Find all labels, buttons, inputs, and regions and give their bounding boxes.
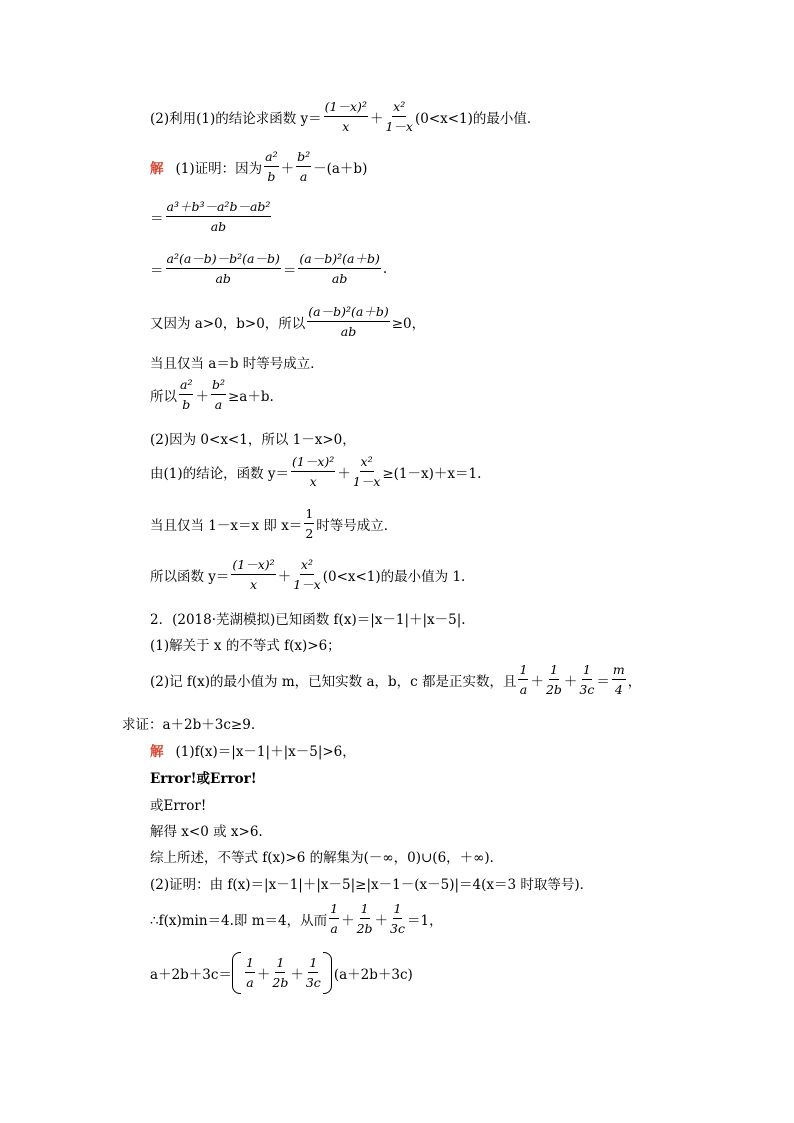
fraction <box>291 455 335 489</box>
denominator: x <box>250 576 258 592</box>
text: (2)记 f(x)的最小值为 m，已知实数 a，b，c 都是正实数，且 <box>150 673 517 690</box>
denominator: 1－x <box>352 473 381 489</box>
fraction <box>245 956 255 990</box>
right-paren <box>323 952 332 994</box>
solution-line-3 <box>150 252 387 286</box>
left-paren <box>232 952 241 994</box>
fraction <box>324 100 368 134</box>
plus: ＋ <box>369 110 384 127</box>
question-2-line-2 <box>150 634 341 654</box>
denominator: 2b <box>545 681 562 697</box>
plus: ＋ <box>341 912 355 929</box>
numerator: (1－x)² <box>324 100 368 117</box>
question-2-line-4 <box>122 713 255 733</box>
text: (1)f(x)＝|x－1|＋|x－5|>6， <box>175 744 356 760</box>
numerator: (1－x)² <box>231 558 275 575</box>
solution-line-8 <box>150 455 481 489</box>
text: a＋2b＋3c＝ <box>150 967 232 983</box>
numerator: x² <box>360 455 374 472</box>
numerator: 1 <box>360 902 370 919</box>
plus: ＋ <box>280 160 295 177</box>
text: 当且仅当 1－x＝x 即 x＝ <box>150 517 303 534</box>
plus: ＋ <box>563 673 578 690</box>
text: 所以函数 y＝ <box>150 568 230 585</box>
denominator: 3c <box>390 920 405 936</box>
text: ∴f(x)min＝4.即 m＝4，从而 <box>150 912 328 929</box>
solution-line-6 <box>150 378 274 412</box>
plus: ＋ <box>374 912 389 929</box>
solution-line-2 <box>150 200 273 234</box>
text: ， <box>627 673 642 690</box>
denominator: b <box>267 168 276 184</box>
plus: ＋ <box>337 465 351 482</box>
denominator: 2b <box>356 920 373 936</box>
text: ≥(1－x)＋x＝1. <box>382 465 482 482</box>
denominator: 2 <box>305 525 314 541</box>
text: 综上所述，不等式 f(x)>6 的解集为(－∞，0)∪(6，＋∞)． <box>150 850 504 866</box>
numerator: (1－x)² <box>291 455 335 472</box>
solution-2-line-6 <box>150 873 593 893</box>
fraction <box>390 902 405 936</box>
fraction <box>304 507 314 541</box>
question-2-line-1 <box>150 608 466 628</box>
denominator: x <box>342 118 350 134</box>
text: 又因为 a>0，b>0，所以 <box>150 315 306 332</box>
solution-2-line-5 <box>150 846 503 866</box>
fraction <box>612 663 626 697</box>
fraction <box>579 663 594 697</box>
text: (2)证明：由 f(x)＝|x－1|＋|x－5|≥|x－1－(x－5)|＝4(x＝3 时取等号)． <box>150 877 594 893</box>
fraction <box>518 663 528 697</box>
numerator: 1 <box>245 956 255 973</box>
text: . <box>382 260 388 277</box>
solution-label: 解 <box>150 744 164 760</box>
fraction <box>385 100 413 134</box>
text: ≥0， <box>391 315 426 332</box>
denominator: ab <box>215 270 231 286</box>
text: (0<x<1)的最小值． <box>414 110 541 127</box>
text: 当且仅当 a＝b 时等号成立． <box>150 356 324 372</box>
solution-2-line-4 <box>150 820 263 840</box>
fraction <box>353 455 381 489</box>
numerator: x² <box>392 100 406 117</box>
text: 解得 x<0 或 x>6. <box>150 824 263 840</box>
solution-line-10 <box>150 558 465 592</box>
text: (1)解关于 x 的不等式 f(x)>6； <box>150 638 341 654</box>
denominator: x <box>309 473 317 489</box>
numerator: 1 <box>304 507 314 524</box>
solution-2-line-1 <box>150 740 356 760</box>
fraction <box>306 956 321 990</box>
numerator: (a－b)²(a＋b) <box>298 252 380 269</box>
solution-line-9 <box>150 507 397 541</box>
equals: ＝ <box>282 262 297 279</box>
solution-line-5 <box>150 352 324 372</box>
denominator: a <box>214 396 223 412</box>
text: 时等号成立． <box>316 517 398 534</box>
denominator: a <box>299 168 308 184</box>
numerator: 1 <box>549 663 559 680</box>
text: 所以 <box>150 388 177 405</box>
fraction <box>307 305 389 339</box>
solution-line-4 <box>150 305 425 339</box>
denominator: b <box>182 396 191 412</box>
solution-line-7 <box>150 428 356 448</box>
numerator: 1 <box>393 902 403 919</box>
fraction <box>264 150 278 184</box>
text: (1)证明：因为 <box>175 160 263 177</box>
fraction <box>329 902 339 936</box>
fraction <box>546 663 562 697</box>
numerator: 1 <box>308 956 318 973</box>
solution-2-line-2 <box>150 767 257 787</box>
fraction <box>231 558 275 592</box>
fraction <box>293 558 321 592</box>
equals: ＝ <box>596 673 610 690</box>
fraction <box>211 378 226 412</box>
numerator: 1 <box>518 663 528 680</box>
numerator: a²(a－b)－b²(a－b) <box>166 252 281 269</box>
numerator: a² <box>179 378 193 395</box>
numerator: 1 <box>582 663 592 680</box>
solution-label: 解 <box>150 160 164 177</box>
fraction <box>296 150 311 184</box>
numerator: b² <box>211 378 226 395</box>
numerator: (a－b)²(a＋b) <box>307 305 389 322</box>
plus: ＋ <box>195 388 209 405</box>
text: Error!或Error! <box>150 771 257 787</box>
equals: ＝ <box>150 210 164 227</box>
solution-2-line-8 <box>150 952 413 994</box>
equals: ＝ <box>150 262 164 279</box>
text: 或Error! <box>150 798 207 814</box>
text: (2)利用(1)的结论求函数 y＝ <box>150 110 322 127</box>
denominator: ab <box>340 323 357 339</box>
text: (0<x<1)的最小值为 1. <box>322 568 466 585</box>
denominator: ab <box>210 218 227 234</box>
denominator: ab <box>331 270 348 286</box>
text: 由(1)的结论，函数 y＝ <box>150 465 290 482</box>
denominator: 1－x <box>385 118 413 134</box>
numerator: m <box>612 663 626 680</box>
fraction <box>357 902 373 936</box>
denominator: a <box>330 920 338 936</box>
fraction <box>166 200 272 234</box>
text: ≥a＋b. <box>227 388 274 405</box>
denominator: a <box>246 975 254 990</box>
text: (a＋2b＋3c) <box>333 967 413 983</box>
text: 2．(2018·芜湖模拟)已知函数 f(x)＝|x－1|＋|x－5|. <box>150 612 466 628</box>
denominator: 1－x <box>293 576 321 592</box>
denominator: 3c <box>579 681 595 697</box>
question-2-line-3 <box>150 663 641 697</box>
fraction <box>166 252 281 286</box>
solution-line-1 <box>150 150 367 184</box>
denominator: 3c <box>305 975 321 990</box>
plus: ＋ <box>290 967 304 983</box>
plus: ＋ <box>530 673 544 690</box>
numerator: a² <box>264 150 278 167</box>
numerator: x² <box>300 558 314 575</box>
text: 求证：a＋2b＋3c≥9. <box>122 717 256 733</box>
text: (2)因为 0<x<1，所以 1－x>0， <box>150 432 356 448</box>
text: ＝1， <box>407 912 443 929</box>
solution-2-line-7 <box>150 902 443 936</box>
solution-2-line-3 <box>150 794 206 814</box>
fraction <box>298 252 380 286</box>
numerator: a³＋b³－a²b－ab² <box>166 200 272 217</box>
fraction <box>272 956 288 990</box>
plus: ＋ <box>256 967 271 983</box>
plus: ＋ <box>277 568 292 585</box>
numerator: b² <box>296 150 311 167</box>
denominator: 2b <box>272 975 289 990</box>
text: －(a＋b) <box>313 160 368 177</box>
numerator: 1 <box>329 902 339 919</box>
numerator: 1 <box>275 956 285 973</box>
denominator: 4 <box>614 681 623 697</box>
problem-part2-line <box>150 100 540 134</box>
denominator: a <box>519 681 528 697</box>
fraction <box>179 378 193 412</box>
